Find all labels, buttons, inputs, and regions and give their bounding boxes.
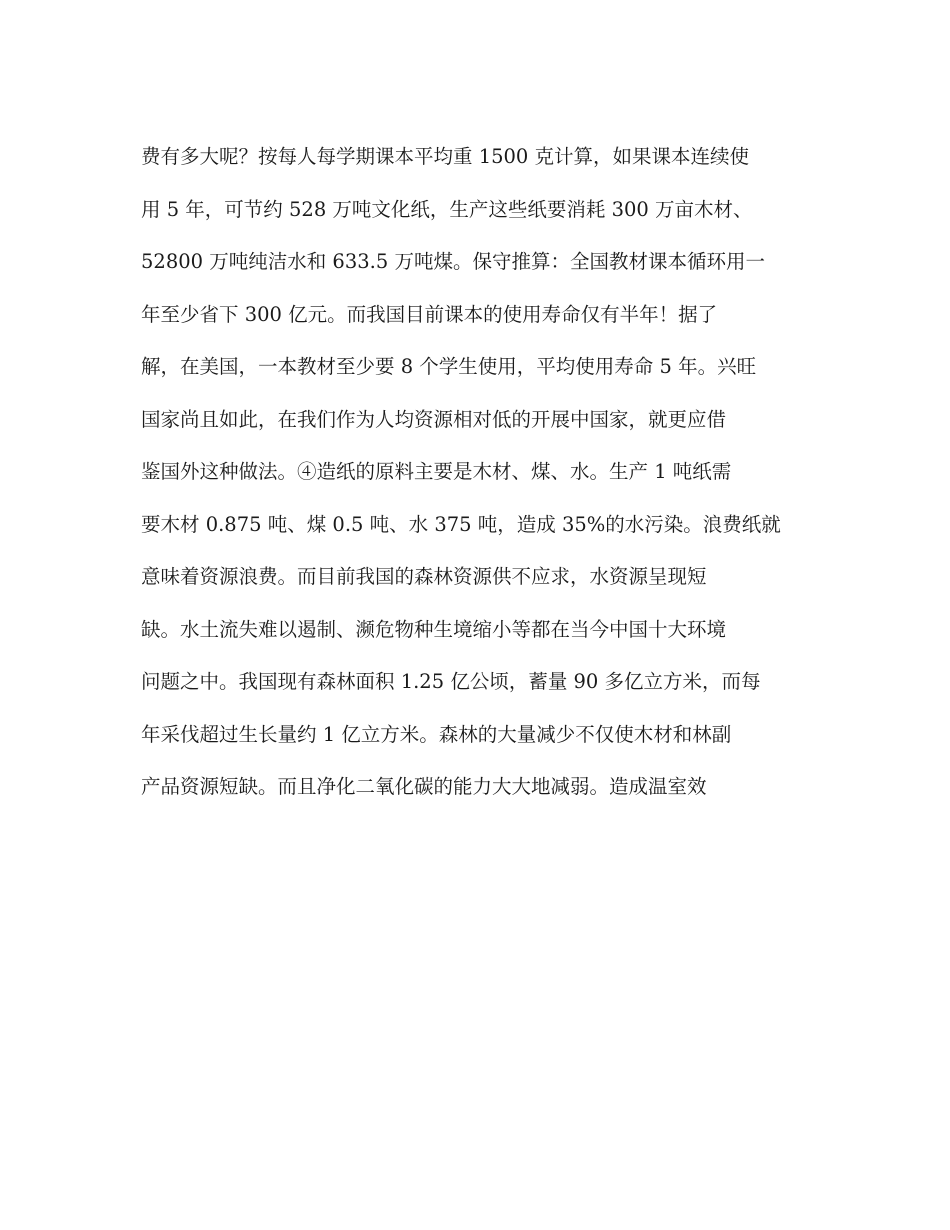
text-line: 用 5 年，可节约 528 万吨文化纸，生产这些纸要消耗 300 万亩木材、 [141,197,753,221]
text-line: 缺。水土流失难以遏制、濒危物种生境缩小等都在当今中国十大环境 [141,617,727,641]
text-line: 年采伐超过生长量约 1 亿立方米。森林的大量减少不仅使木材和林副 [141,722,732,746]
text-line: 国家尚且如此，在我们作为人均资源相对低的开展中国家，就更应借 [141,407,727,431]
text-line: 产品资源短缺。而且净化二氧化碳的能力大大地减弱。造成温室效 [141,775,707,798]
text-line: 意味着资源浪费。而目前我国的森林资源供不应求，水资源呈现短 [141,565,707,588]
text-line: 鉴国外这种做法。④造纸的原料主要是木材、煤、水。生产 1 吨纸需 [141,460,732,483]
text-line: 要木材 0.875 吨、煤 0.5 吨、水 375 吨，造成 35%的水污染。浪费纸就 [141,512,781,536]
text-line: 问题之中。我国现有森林面积 1.25 亿公顷，蓄量 90 多亿立方米，而每 [141,670,761,693]
text-line: 费有多大呢？按每人每学期课本平均重 1500 克计算，如果课本连续使 [141,145,750,168]
body-text [141,137,821,820]
text-line: 年至少省下 300 亿元。而我国目前课本的使用寿命仅有半年！据了 [141,302,718,326]
text-line: 解，在美国，一本教材至少要 8 个学生使用，平均使用寿命 5 年。兴旺 [141,355,757,378]
text-line: 52800 万吨纯洁水和 633.5 万吨煤。保守推算：全国教材课本循环用一 [141,250,765,273]
